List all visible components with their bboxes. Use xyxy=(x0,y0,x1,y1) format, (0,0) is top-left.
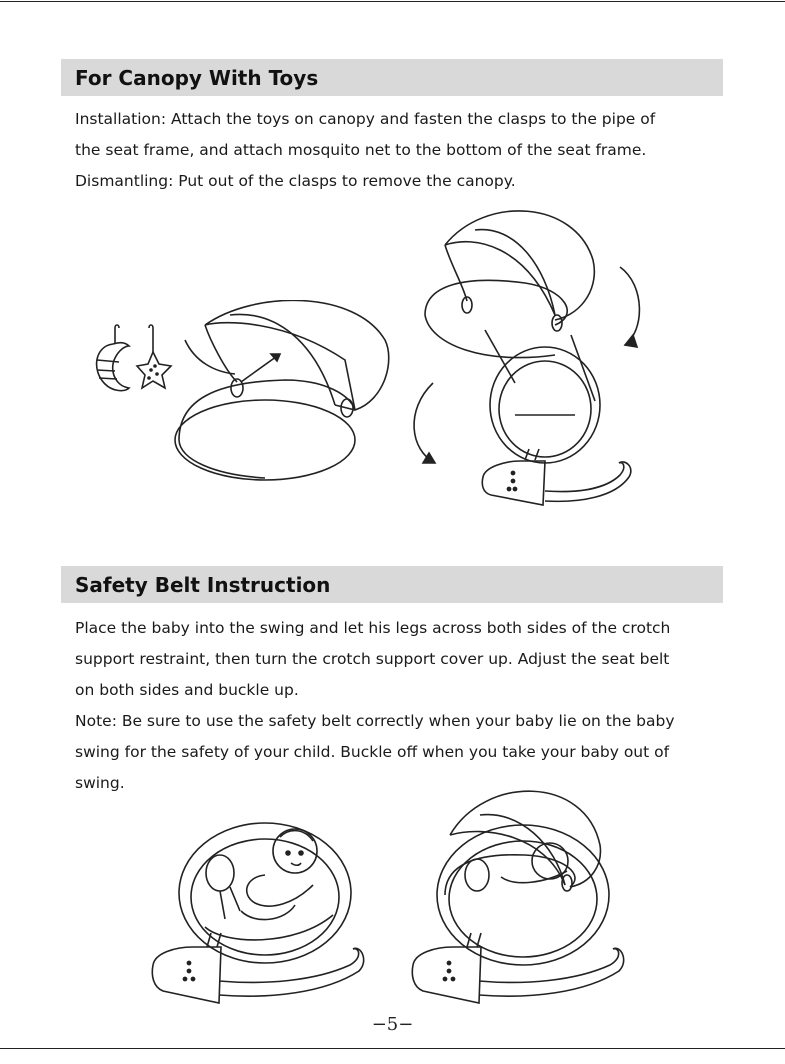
bottom-rule xyxy=(0,1048,785,1049)
text-line: support restraint, then turn the crotch support cover up. Adjust the seat belt xyxy=(75,650,670,668)
section-title-safety-belt: Safety Belt Instruction xyxy=(75,572,331,597)
text-line: on both sides and buckle up. xyxy=(75,681,299,699)
baby-in-swing-canopy-illustration xyxy=(405,775,630,1010)
text-line: Place the baby into the swing and let his legs across both sides of the crotch xyxy=(75,619,671,637)
star-toy-icon xyxy=(137,325,171,388)
page-number: −5− xyxy=(371,1014,414,1035)
top-rule xyxy=(0,1,785,2)
text-line: swing for the safety of your child. Buckle off when you take your baby out of xyxy=(75,743,670,761)
text-line: Installation: Attach the toys on canopy and fasten the clasps to the pipe of xyxy=(75,110,656,128)
canopy-instructions xyxy=(75,104,730,197)
section-title-canopy: For Canopy With Toys xyxy=(75,65,319,90)
canopy-with-toys-illustration xyxy=(85,300,395,495)
text-line: Dismantling: Put out of the clasps to remove the canopy. xyxy=(75,172,516,190)
section-header-canopy xyxy=(61,59,723,96)
baby-in-swing-illustration xyxy=(145,815,370,1010)
moon-toy-icon xyxy=(97,325,129,391)
text-line: swing. xyxy=(75,774,125,792)
text-line: Note: Be sure to use the safety belt correctly when your baby lie on the baby xyxy=(75,712,675,730)
section-header-safety-belt xyxy=(61,566,723,603)
canopy-removal-illustration xyxy=(405,205,660,510)
safety-belt-instructions xyxy=(75,613,730,799)
text-line: the seat frame, and attach mosquito net to the bottom of the seat frame. xyxy=(75,141,647,159)
